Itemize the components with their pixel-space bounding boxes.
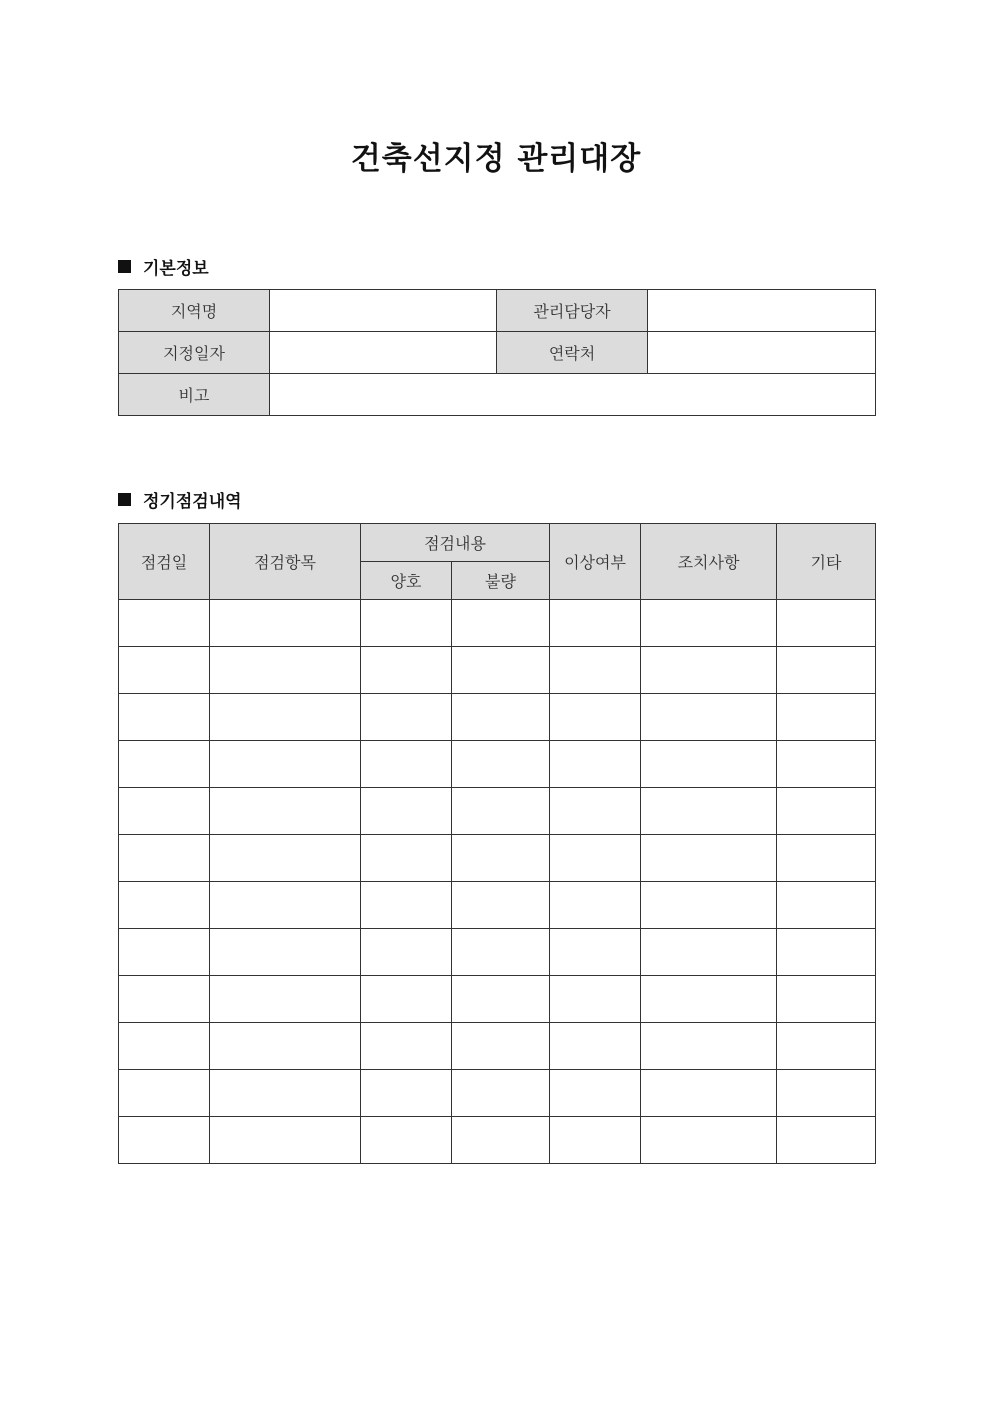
action-cell[interactable] (641, 929, 777, 976)
content-header: 점검내용 (361, 524, 550, 562)
other-cell[interactable] (777, 741, 876, 788)
bad-cell[interactable] (452, 1070, 550, 1117)
date-cell[interactable] (119, 882, 210, 929)
contact-label: 연락처 (497, 332, 648, 374)
good-cell[interactable] (361, 694, 452, 741)
abnormal-header: 이상여부 (550, 524, 641, 600)
good-cell[interactable] (361, 929, 452, 976)
table-row (119, 741, 876, 788)
contact-field[interactable] (648, 332, 876, 374)
table-row (119, 694, 876, 741)
other-cell[interactable] (777, 600, 876, 647)
manager-label: 관리담당자 (497, 290, 648, 332)
good-cell[interactable] (361, 835, 452, 882)
date-cell[interactable] (119, 929, 210, 976)
good-header: 양호 (361, 562, 452, 600)
square-bullet-icon (118, 260, 131, 273)
table-row (119, 929, 876, 976)
good-cell[interactable] (361, 976, 452, 1023)
designation-date-label: 지정일자 (119, 332, 270, 374)
action-cell[interactable] (641, 1023, 777, 1070)
other-cell[interactable] (777, 835, 876, 882)
other-cell[interactable] (777, 976, 876, 1023)
bad-cell[interactable] (452, 788, 550, 835)
abnormal-cell[interactable] (550, 1117, 641, 1164)
basic-info-row (119, 374, 876, 416)
date-cell[interactable] (119, 694, 210, 741)
remarks-label: 비고 (119, 374, 270, 416)
table-row (119, 1117, 876, 1164)
basic-info-heading-label: 기본정보 (143, 259, 209, 279)
date-cell[interactable] (119, 600, 210, 647)
item-cell[interactable] (210, 1117, 361, 1164)
inspection-body (119, 600, 876, 1164)
inspection-header-row (119, 524, 876, 562)
action-header: 조치사항 (641, 524, 777, 600)
bad-cell[interactable] (452, 600, 550, 647)
good-cell[interactable] (361, 788, 452, 835)
item-header: 점검항목 (210, 524, 361, 600)
region-name-label: 지역명 (119, 290, 270, 332)
item-cell[interactable] (210, 1023, 361, 1070)
item-cell[interactable] (210, 741, 361, 788)
action-cell[interactable] (641, 600, 777, 647)
date-header: 점검일 (119, 524, 210, 600)
inspection-heading-label: 정기점검내역 (143, 492, 242, 512)
action-cell[interactable] (641, 976, 777, 1023)
action-cell[interactable] (641, 647, 777, 694)
other-cell[interactable] (777, 929, 876, 976)
table-row (119, 835, 876, 882)
date-cell[interactable] (119, 835, 210, 882)
basic-info-heading (118, 254, 209, 279)
date-cell[interactable] (119, 788, 210, 835)
abnormal-cell[interactable] (550, 835, 641, 882)
bad-cell[interactable] (452, 976, 550, 1023)
bad-cell[interactable] (452, 647, 550, 694)
table-row (119, 1023, 876, 1070)
date-cell[interactable] (119, 1117, 210, 1164)
date-cell[interactable] (119, 647, 210, 694)
table-row (119, 600, 876, 647)
abnormal-cell[interactable] (550, 929, 641, 976)
date-cell[interactable] (119, 741, 210, 788)
designation-date-field[interactable] (270, 332, 497, 374)
region-name-field[interactable] (270, 290, 497, 332)
good-cell[interactable] (361, 600, 452, 647)
date-cell[interactable] (119, 1070, 210, 1117)
abnormal-cell[interactable] (550, 788, 641, 835)
other-cell[interactable] (777, 882, 876, 929)
item-cell[interactable] (210, 835, 361, 882)
bad-cell[interactable] (452, 1117, 550, 1164)
action-cell[interactable] (641, 1070, 777, 1117)
bad-header: 불량 (452, 562, 550, 600)
manager-field[interactable] (648, 290, 876, 332)
abnormal-cell[interactable] (550, 976, 641, 1023)
square-bullet-icon (118, 493, 131, 506)
action-cell[interactable] (641, 1117, 777, 1164)
abnormal-cell[interactable] (550, 600, 641, 647)
bad-cell[interactable] (452, 929, 550, 976)
action-cell[interactable] (641, 741, 777, 788)
item-cell[interactable] (210, 882, 361, 929)
remarks-field[interactable] (270, 374, 876, 416)
item-cell[interactable] (210, 647, 361, 694)
table-row (119, 976, 876, 1023)
abnormal-cell[interactable] (550, 1070, 641, 1117)
date-cell[interactable] (119, 1023, 210, 1070)
basic-info-row (119, 290, 876, 332)
table-row (119, 647, 876, 694)
good-cell[interactable] (361, 1023, 452, 1070)
abnormal-cell[interactable] (550, 647, 641, 694)
abnormal-cell[interactable] (550, 741, 641, 788)
good-cell[interactable] (361, 882, 452, 929)
table-row (119, 788, 876, 835)
action-cell[interactable] (641, 835, 777, 882)
inspection-table (118, 523, 876, 1164)
abnormal-cell[interactable] (550, 1023, 641, 1070)
table-row (119, 1070, 876, 1117)
good-cell[interactable] (361, 1070, 452, 1117)
item-cell[interactable] (210, 788, 361, 835)
bad-cell[interactable] (452, 741, 550, 788)
bad-cell[interactable] (452, 882, 550, 929)
abnormal-cell[interactable] (550, 882, 641, 929)
other-cell[interactable] (777, 1023, 876, 1070)
inspection-heading (118, 487, 242, 512)
other-cell[interactable] (777, 647, 876, 694)
action-cell[interactable] (641, 882, 777, 929)
item-cell[interactable] (210, 976, 361, 1023)
basic-info-row (119, 332, 876, 374)
other-header: 기타 (777, 524, 876, 600)
bad-cell[interactable] (452, 694, 550, 741)
good-cell[interactable] (361, 741, 452, 788)
good-cell[interactable] (361, 1117, 452, 1164)
other-cell[interactable] (777, 788, 876, 835)
page-title: 건축선지정 관리대장 (350, 141, 642, 177)
item-cell[interactable] (210, 694, 361, 741)
action-cell[interactable] (641, 788, 777, 835)
action-cell[interactable] (641, 694, 777, 741)
table-row (119, 882, 876, 929)
item-cell[interactable] (210, 1070, 361, 1117)
good-cell[interactable] (361, 647, 452, 694)
bad-cell[interactable] (452, 1023, 550, 1070)
other-cell[interactable] (777, 1117, 876, 1164)
other-cell[interactable] (777, 1070, 876, 1117)
item-cell[interactable] (210, 929, 361, 976)
item-cell[interactable] (210, 600, 361, 647)
basic-info-table (118, 289, 876, 416)
other-cell[interactable] (777, 694, 876, 741)
bad-cell[interactable] (452, 835, 550, 882)
abnormal-cell[interactable] (550, 694, 641, 741)
date-cell[interactable] (119, 976, 210, 1023)
